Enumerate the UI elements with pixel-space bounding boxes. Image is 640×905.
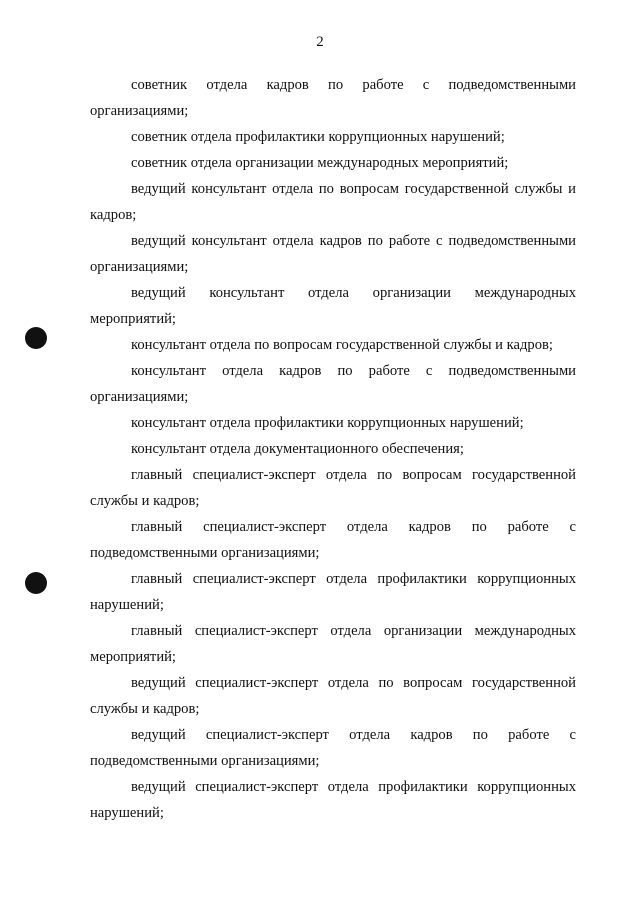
list-item: ведущий специалист-эксперт отдела профилактики коррупционных нарушений; bbox=[90, 779, 576, 821]
list-item: консультант отдела документационного обеспечения; bbox=[131, 441, 464, 457]
list-item: главный специалист-эксперт отдела по вопросам государственной службы и кадров; bbox=[90, 467, 576, 509]
list-item: главный специалист-эксперт отдела организации международных мероприятий; bbox=[90, 623, 576, 665]
punch-hole-mark bbox=[25, 572, 47, 594]
list-item: консультант отдела по вопросам государственной службы и кадров; bbox=[131, 337, 553, 353]
list-item: советник отдела профилактики коррупционных нарушений; bbox=[131, 129, 505, 145]
list-item: советник отдела организации международных мероприятий; bbox=[131, 155, 509, 171]
list-item: ведущий консультант отдела кадров по работе с подведомственными организациями; bbox=[90, 233, 576, 275]
document-body bbox=[90, 72, 576, 826]
list-item: ведущий специалист-эксперт отдела по вопросам государственной службы и кадров; bbox=[90, 675, 576, 717]
list-item: главный специалист-эксперт отдела кадров по работе с подведомственными организациями; bbox=[90, 519, 576, 561]
list-item: консультант отдела кадров по работе с подведомственными организациями; bbox=[90, 363, 576, 405]
list-item: ведущий специалист-эксперт отдела кадров по работе с подведомственными организациями; bbox=[90, 727, 576, 769]
list-item: главный специалист-эксперт отдела профилактики коррупционных нарушений; bbox=[90, 571, 576, 613]
page-number: 2 bbox=[316, 34, 324, 50]
list-item: ведущий консультант отдела организации международных мероприятий; bbox=[90, 285, 576, 327]
list-item: ведущий консультант отдела по вопросам государственной службы и кадров; bbox=[90, 181, 576, 223]
list-item: советник отдела кадров по работе с подведомственными организациями; bbox=[90, 77, 576, 119]
punch-hole-mark bbox=[25, 327, 47, 349]
list-item: консультант отдела профилактики коррупционных нарушений; bbox=[131, 415, 524, 431]
